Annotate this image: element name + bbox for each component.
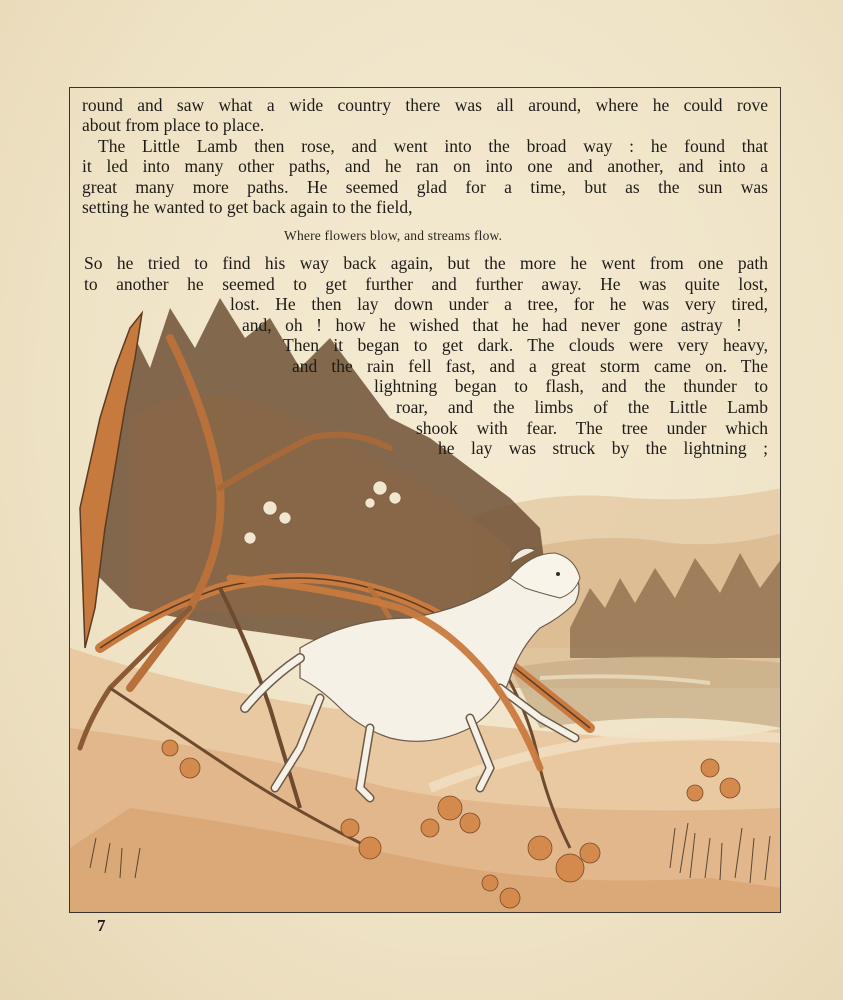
- text-line: and the rain fell fast, and a great storm came on. The: [292, 356, 768, 376]
- verse-line: Where flowers blow, and streams flow.: [284, 228, 503, 243]
- text-line: lost. He then lay down under a tree, for he was very tired,: [230, 294, 768, 314]
- text-line: setting he wanted to get back again to the field,: [82, 197, 413, 217]
- text-line: and, oh ! how he wished that he had never gone astray !: [242, 315, 742, 335]
- text-line: great many more paths. He seemed glad for a time, but as the sun was: [82, 177, 768, 197]
- text-line: roar, and the limbs of the Little Lamb: [396, 397, 768, 417]
- text-line: shook with fear. The tree under which: [416, 418, 768, 438]
- text-line: to another he seemed to get further and further away. He was quite lost,: [84, 274, 768, 294]
- text-line: The Little Lamb then rose, and went into the broad way : he found that: [98, 136, 768, 156]
- text-line: So he tried to find his way back again, but the more he went from one path: [84, 253, 768, 273]
- text-line: Then it began to get dark. The clouds were very heavy,: [283, 335, 768, 355]
- text-line: it led into many other paths, and he ran on into one and another, and into a: [82, 156, 768, 176]
- text-line: lightning began to flash, and the thunder to: [374, 376, 768, 396]
- text-line: he lay was struck by the lightning ;: [438, 438, 768, 458]
- page-border-frame: [69, 87, 781, 913]
- page-number: 7: [97, 916, 106, 935]
- text-line: round and saw what a wide country there was all around, where he could rove: [82, 95, 768, 115]
- text-line: about from place to place.: [82, 115, 265, 135]
